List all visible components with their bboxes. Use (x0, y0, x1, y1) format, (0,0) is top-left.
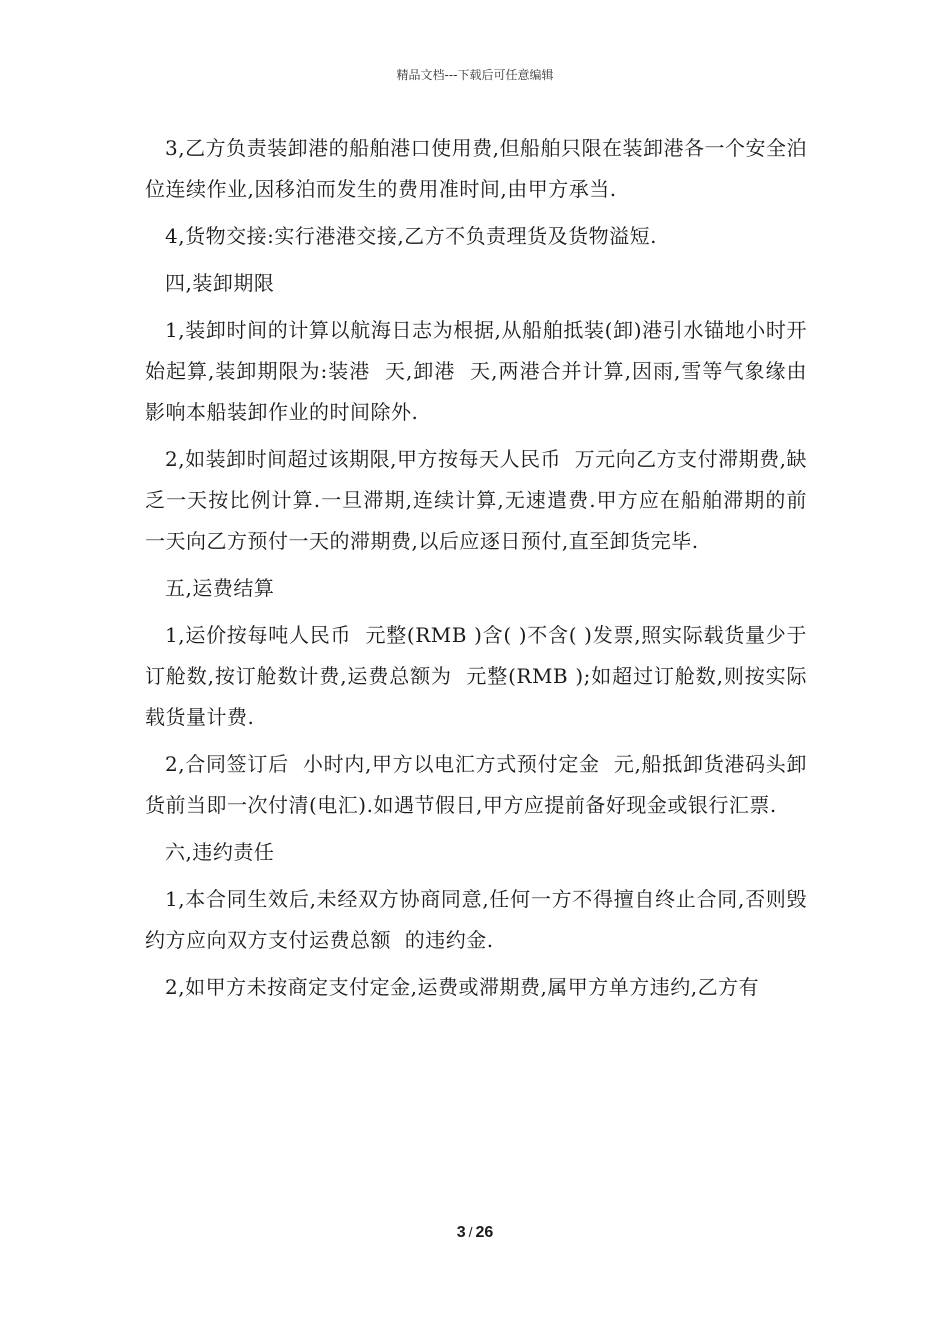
paragraph-freight-rate: 1,运价按每吨人民币 元整(RMB )含( )不含( )发票,照实际载货量少于订舱数,按订舱数计费,运费总额为 元整(RMB );如超过订舱数,则按实际载货量计费. (145, 623, 807, 729)
paragraph-clause-4: 4,货物交接:实行港港交接,乙方不负责理货及货物溢短. (165, 224, 658, 248)
paragraph-deposit: 2,合同签订后 小时内,甲方以电汇方式预付定金 元,船抵卸货港码头卸货前当即一次付清(电汇).如遇节假日,甲方应提前备好现金或银行汇票. (145, 752, 807, 817)
paragraph-loading-time: 1,装卸时间的计算以航海日志为根据,从船舶抵装(卸)港引水锚地小时开始起算,装卸期限为:装港 天,卸港 天,两港合并计算,因雨,雪等气象缘由影响本船装卸作业的时间除外. (145, 318, 807, 424)
current-page-number: 3 (456, 1224, 466, 1241)
section-heading-loading-period: 四,装卸期限 (165, 271, 275, 295)
section-heading-liability: 六,违约责任 (165, 840, 275, 864)
total-pages-number: 26 (475, 1224, 494, 1241)
page-number (0, 1224, 950, 1242)
paragraph-termination: 1,本合同生效后,未经双方协商同意,任何一方不得擅自终止合同,否则毁约方应向双方支付运费总额 的违约金. (145, 887, 807, 952)
paragraph-demurrage: 2,如装卸时间超过该期限,甲方按每天人民币 万元向乙方支付滞期费,缺乏一天按比例计算.一旦滞期,连续计算,无速遣费.甲方应在船舶滞期的前一天向乙方预付一天的滞期费,以后应逐日预付,直至卸货完毕. (145, 447, 808, 553)
page-header: 精品文档---下载后可任意编辑 (396, 68, 554, 82)
paragraph-clause-3: 3,乙方负责装卸港的船舶港口使用费,但船舶只限在装卸港各一个安全泊位连续作业,因移泊而发生的费用准时间,由甲方承当. (145, 136, 807, 201)
page-separator: / (468, 1224, 473, 1240)
document-body (145, 128, 807, 1008)
paragraph-default: 2,如甲方未按商定支付定金,运费或滞期费,属甲方单方违约,乙方有 (165, 975, 760, 999)
section-heading-freight-settlement: 五,运费结算 (165, 576, 275, 600)
